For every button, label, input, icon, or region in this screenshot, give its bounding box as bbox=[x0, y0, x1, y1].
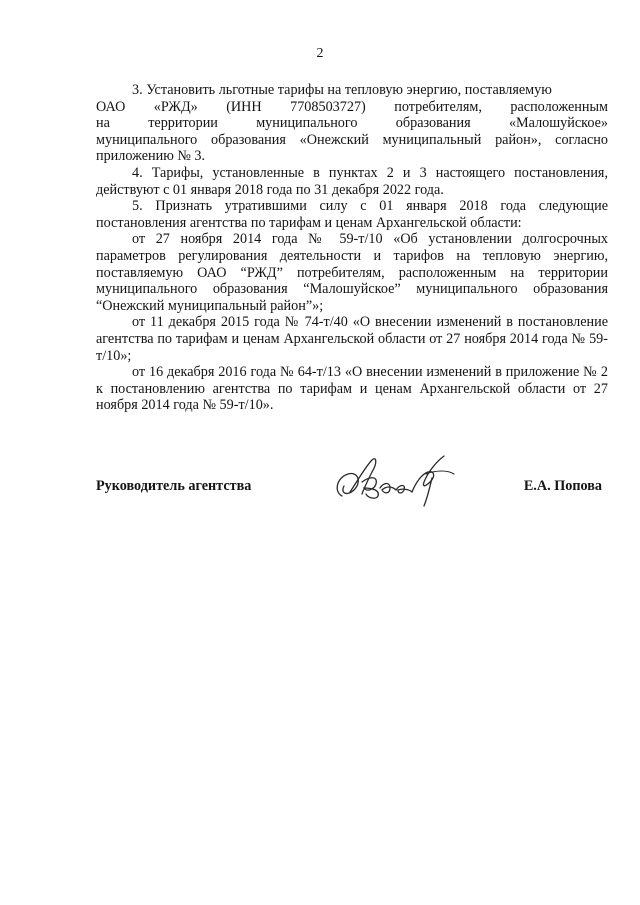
paragraph-3-line-3: на территории муниципального образования «Малошуйское» bbox=[96, 115, 608, 132]
paragraph-5: 5. Признать утратившими силу с 01 января 2018 года следующие постановления агентства по тарифам и ценам Архангельской области: bbox=[96, 198, 608, 231]
repealed-decree-3: от 16 декабря 2016 года № 64-т/13 «О внесении изменений в приложение № 2 к постановлению агентства по тарифам и ценам Архангельской области от 27 ноября 2014 года № 59-т/10». bbox=[96, 364, 608, 414]
paragraph-4: 4. Тарифы, установленные в пунктах 2 и 3 настоящего постановления, действуют с 01 января 2018 года по 31 декабря 2022 года. bbox=[96, 164, 608, 198]
signature-block bbox=[96, 452, 608, 512]
signatory-title: Руководитель агентства bbox=[96, 478, 252, 494]
handwritten-signature bbox=[332, 452, 464, 508]
paragraph-3-rest: муниципального образования «Онежский муниципальный район», согласно приложению № 3. bbox=[96, 131, 608, 165]
paragraph-3 bbox=[96, 82, 608, 99]
paragraph-3-line-1: 3. Установить льготные тарифы на тепловую энергию, поставляемую bbox=[132, 82, 552, 98]
repealed-decree-2: от 11 декабря 2015 года № 74-т/40 «О внесении изменений в постановление агентства по тарифам и ценам Архангельской области от 27 ноября 2014 года № 59-т/10»; bbox=[96, 314, 608, 364]
repealed-decree-1: от 27 ноября 2014 года № 59-т/10 «Об установлении долгосрочных параметров регулирования деятельности и тарифов на тепловую энергию, поставляемую ОАО “РЖД” потребителям, расположенным на территории муниципального образования “Малошуйское” муниципального образования “Онежский муниципальный район”»; bbox=[96, 231, 608, 314]
page-number: 2 bbox=[316, 46, 324, 61]
document-body bbox=[96, 82, 608, 414]
paragraph-3-line-2: ОАО «РЖД» (ИНН 7708503727) потребителям, расположенным bbox=[96, 98, 608, 115]
signatory-name: Е.А. Попова bbox=[523, 478, 602, 494]
